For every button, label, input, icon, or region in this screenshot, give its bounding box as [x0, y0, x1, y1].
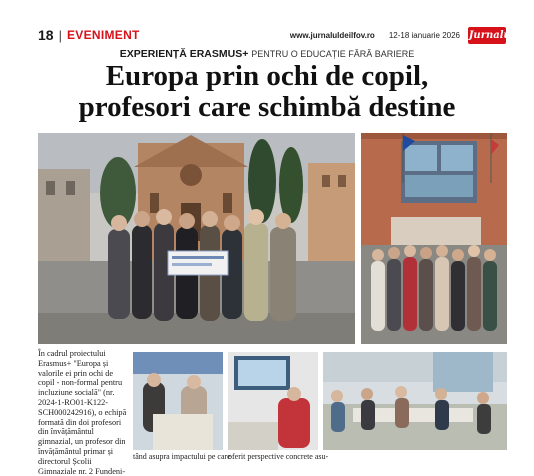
- kicker-label: EXPERIENȚĂ ERASMUS+: [119, 48, 249, 60]
- section-title: EVENIMENT: [66, 28, 140, 42]
- header-separator: |: [58, 27, 62, 43]
- page-header: [38, 24, 515, 46]
- article-kicker: [0, 48, 534, 60]
- logo-subtitle: de Ilfov: [459, 29, 468, 39]
- classroom-photo-1: [133, 352, 223, 450]
- newspaper-logo: [459, 27, 515, 44]
- logo-title: Jurnalul: [468, 29, 515, 41]
- group-photo-school-image: [361, 133, 507, 344]
- page-number: 18: [38, 27, 54, 43]
- group-photo-church: [38, 133, 355, 344]
- article-headline: [0, 61, 534, 123]
- classroom-photo-2-image: [228, 352, 318, 450]
- classroom-photo-1-image: [133, 352, 223, 450]
- issue-date: 12-18 ianuarie 2026: [388, 30, 460, 40]
- caption-fragment-2: oferit perspective concrete asu-: [228, 452, 329, 461]
- group-photo-church-image: [38, 133, 355, 344]
- classroom-photo-2: [228, 352, 318, 450]
- article-body-text: În cadrul proiectului Erasmus+ "Europa și valorile ei prin ochi de copil - non-formal pentru incluziune socială" (nr. 2024-1-RO01-K122-SCH000242916), o echipă formată din doi profesori din învățământul gimnazial, un profesor din învățământul primar și directorul Școlii Gimnaziale nr. 2 Fundeni-: [38, 349, 127, 476]
- classroom-photo-3: [323, 352, 507, 450]
- kicker-subtitle: PENTRU O EDUCAȚIE FĂRĂ BARIERE: [251, 49, 415, 59]
- classroom-photo-3-image: [323, 352, 507, 450]
- headline-line-1: Europa prin ochi de copil,: [105, 60, 429, 92]
- caption-fragment-1: tând asupra impactului pe care: [133, 452, 231, 461]
- website-url[interactable]: www.jurnaluldeilfov.ro: [289, 30, 375, 40]
- group-photo-school: [361, 133, 507, 344]
- headline-line-2: profesori care schimbă destine: [78, 91, 456, 123]
